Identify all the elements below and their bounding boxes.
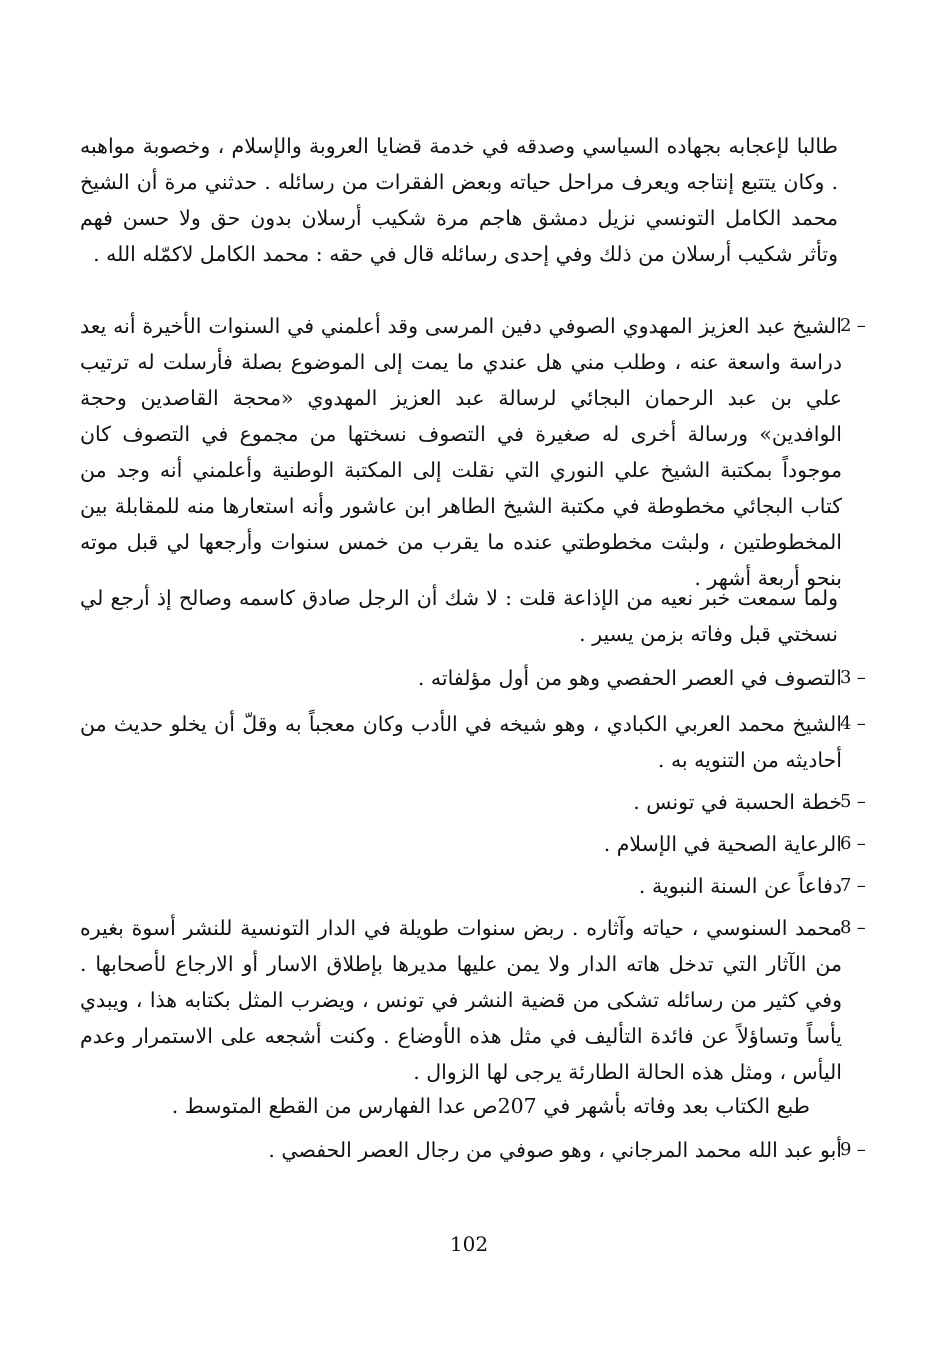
list-item-3 xyxy=(80,660,866,696)
item-number: 9 – xyxy=(840,1139,866,1160)
item-text: الشيخ محمد العربي الكبادي ، وهو شيخه في الأدب وكان معجباً به وقلّ أن يخلو حديث من أحاديثه من التنويه به . xyxy=(80,712,842,772)
item-number: 3 – xyxy=(840,667,866,688)
publication-note: طبع الكتاب بعد وفاته بأشهر في 207ص عدا الفهارس من القطع المتوسط . xyxy=(171,1094,810,1118)
item-text: محمد السنوسي ، حياته وآثاره . ربض سنوات طويلة في الدار التونسية للنشر أسوة بغيره من الآثار التي تدخل هاته الدار ولا يمن عليها مديرها بإطلاق الاسار أو الارجاع لأصحابها . وفي كثير من رسائله تشكى من قضية النشر في تونس ، ويضرب المثل بكتابه هذا ، ويبدي يأساً وتساؤلاً عن فائدة التأليف في مثل هذه الأوضاع . وكنت أشجعه على الاستمرار وعدم اليأس ، ومثل هذه الحالة الطارئة يرجى لها الزوال . xyxy=(80,916,842,1084)
list-item-5 xyxy=(80,784,866,820)
item-number: 5 – xyxy=(840,791,866,812)
item-number: 7 – xyxy=(840,875,866,896)
page-number: 102 xyxy=(449,1232,489,1256)
item-text: الشيخ عبد العزيز المهدوي الصوفي دفين المرسى وقد أعلمني في السنوات الأخيرة أنه يعد دراسة واسعة عنه ، وطلب مني هل عندي ما يمت إلى الموضوع بصلة فأرسلت له ترتيب علي بن عبد الرحمان البجائي لرسالة عبد العزيز المهدوي «محجة القاصدين وحجة الوافدين» ورسالة أخرى له صغيرة في التصوف نسختها من مجموع في التصوف كان موجوداً بمكتبة الشيخ علي النوري التي نقلت إلى المكتبة الوطنية وأعلمني أنه وجد من كتاب البجائي مخطوطة في مكتبة الشيخ الطاهر ابن عاشور وأنه استعارها منه للمقابلة بين المخطوطتين ، ولبثت مخطوطتي عنده ما يقرب من خمس سنوات وأرجعها لي قبل موته بنحو أربعة أشهر . xyxy=(80,314,842,590)
item-number: 2 – xyxy=(840,315,866,336)
list-item-7 xyxy=(80,868,866,904)
list-item-6 xyxy=(80,826,866,862)
item-number: 6 – xyxy=(840,833,866,854)
radio-note-paragraph: ولما سمعت خبر نعيه من الإذاعة قلت : لا شك أن الرجل صادق كاسمه وصالح إذ أرجع لي نسختي قبل وفاته بزمن يسير . xyxy=(80,586,838,646)
list-item-4 xyxy=(80,706,866,778)
list-item-8 xyxy=(80,910,866,1090)
item-number: 8 – xyxy=(840,917,866,938)
item-number: 4 – xyxy=(840,713,866,734)
item-text: دفاعاً عن السنة النبوية . xyxy=(638,874,842,898)
item-text: أبو عبد الله محمد المرجاني ، وهو صوفي من رجال العصر الحفصي . xyxy=(268,1138,842,1162)
intro-paragraph: طالبا لإعجابه بجهاده السياسي وصدقه في خدمة قضايا العروبة والإسلام ، وخصوبة مواهبه . وكان يتتبع إنتاجه ويعرف مراحل حياته وبعض الفقرات من رسائله . حدثني مرة أن الشيخ محمد الكامل التونسي نزيل دمشق هاجم مرة شكيب أرسلان بدون حق ولا حسن فهم وتأثر شكيب أرسلان من ذلك وفي إحدى رسائله قال في حقه : محمد الكامل لاكمّله الله . xyxy=(80,134,838,266)
item-text: خطة الحسبة في تونس . xyxy=(633,790,842,814)
item-text: الرعاية الصحية في الإسلام . xyxy=(603,832,842,856)
item-text: التصوف في العصر الحفصي وهو من أول مؤلفاته . xyxy=(417,666,842,690)
list-item-9 xyxy=(80,1132,866,1168)
list-item-2 xyxy=(80,308,866,596)
